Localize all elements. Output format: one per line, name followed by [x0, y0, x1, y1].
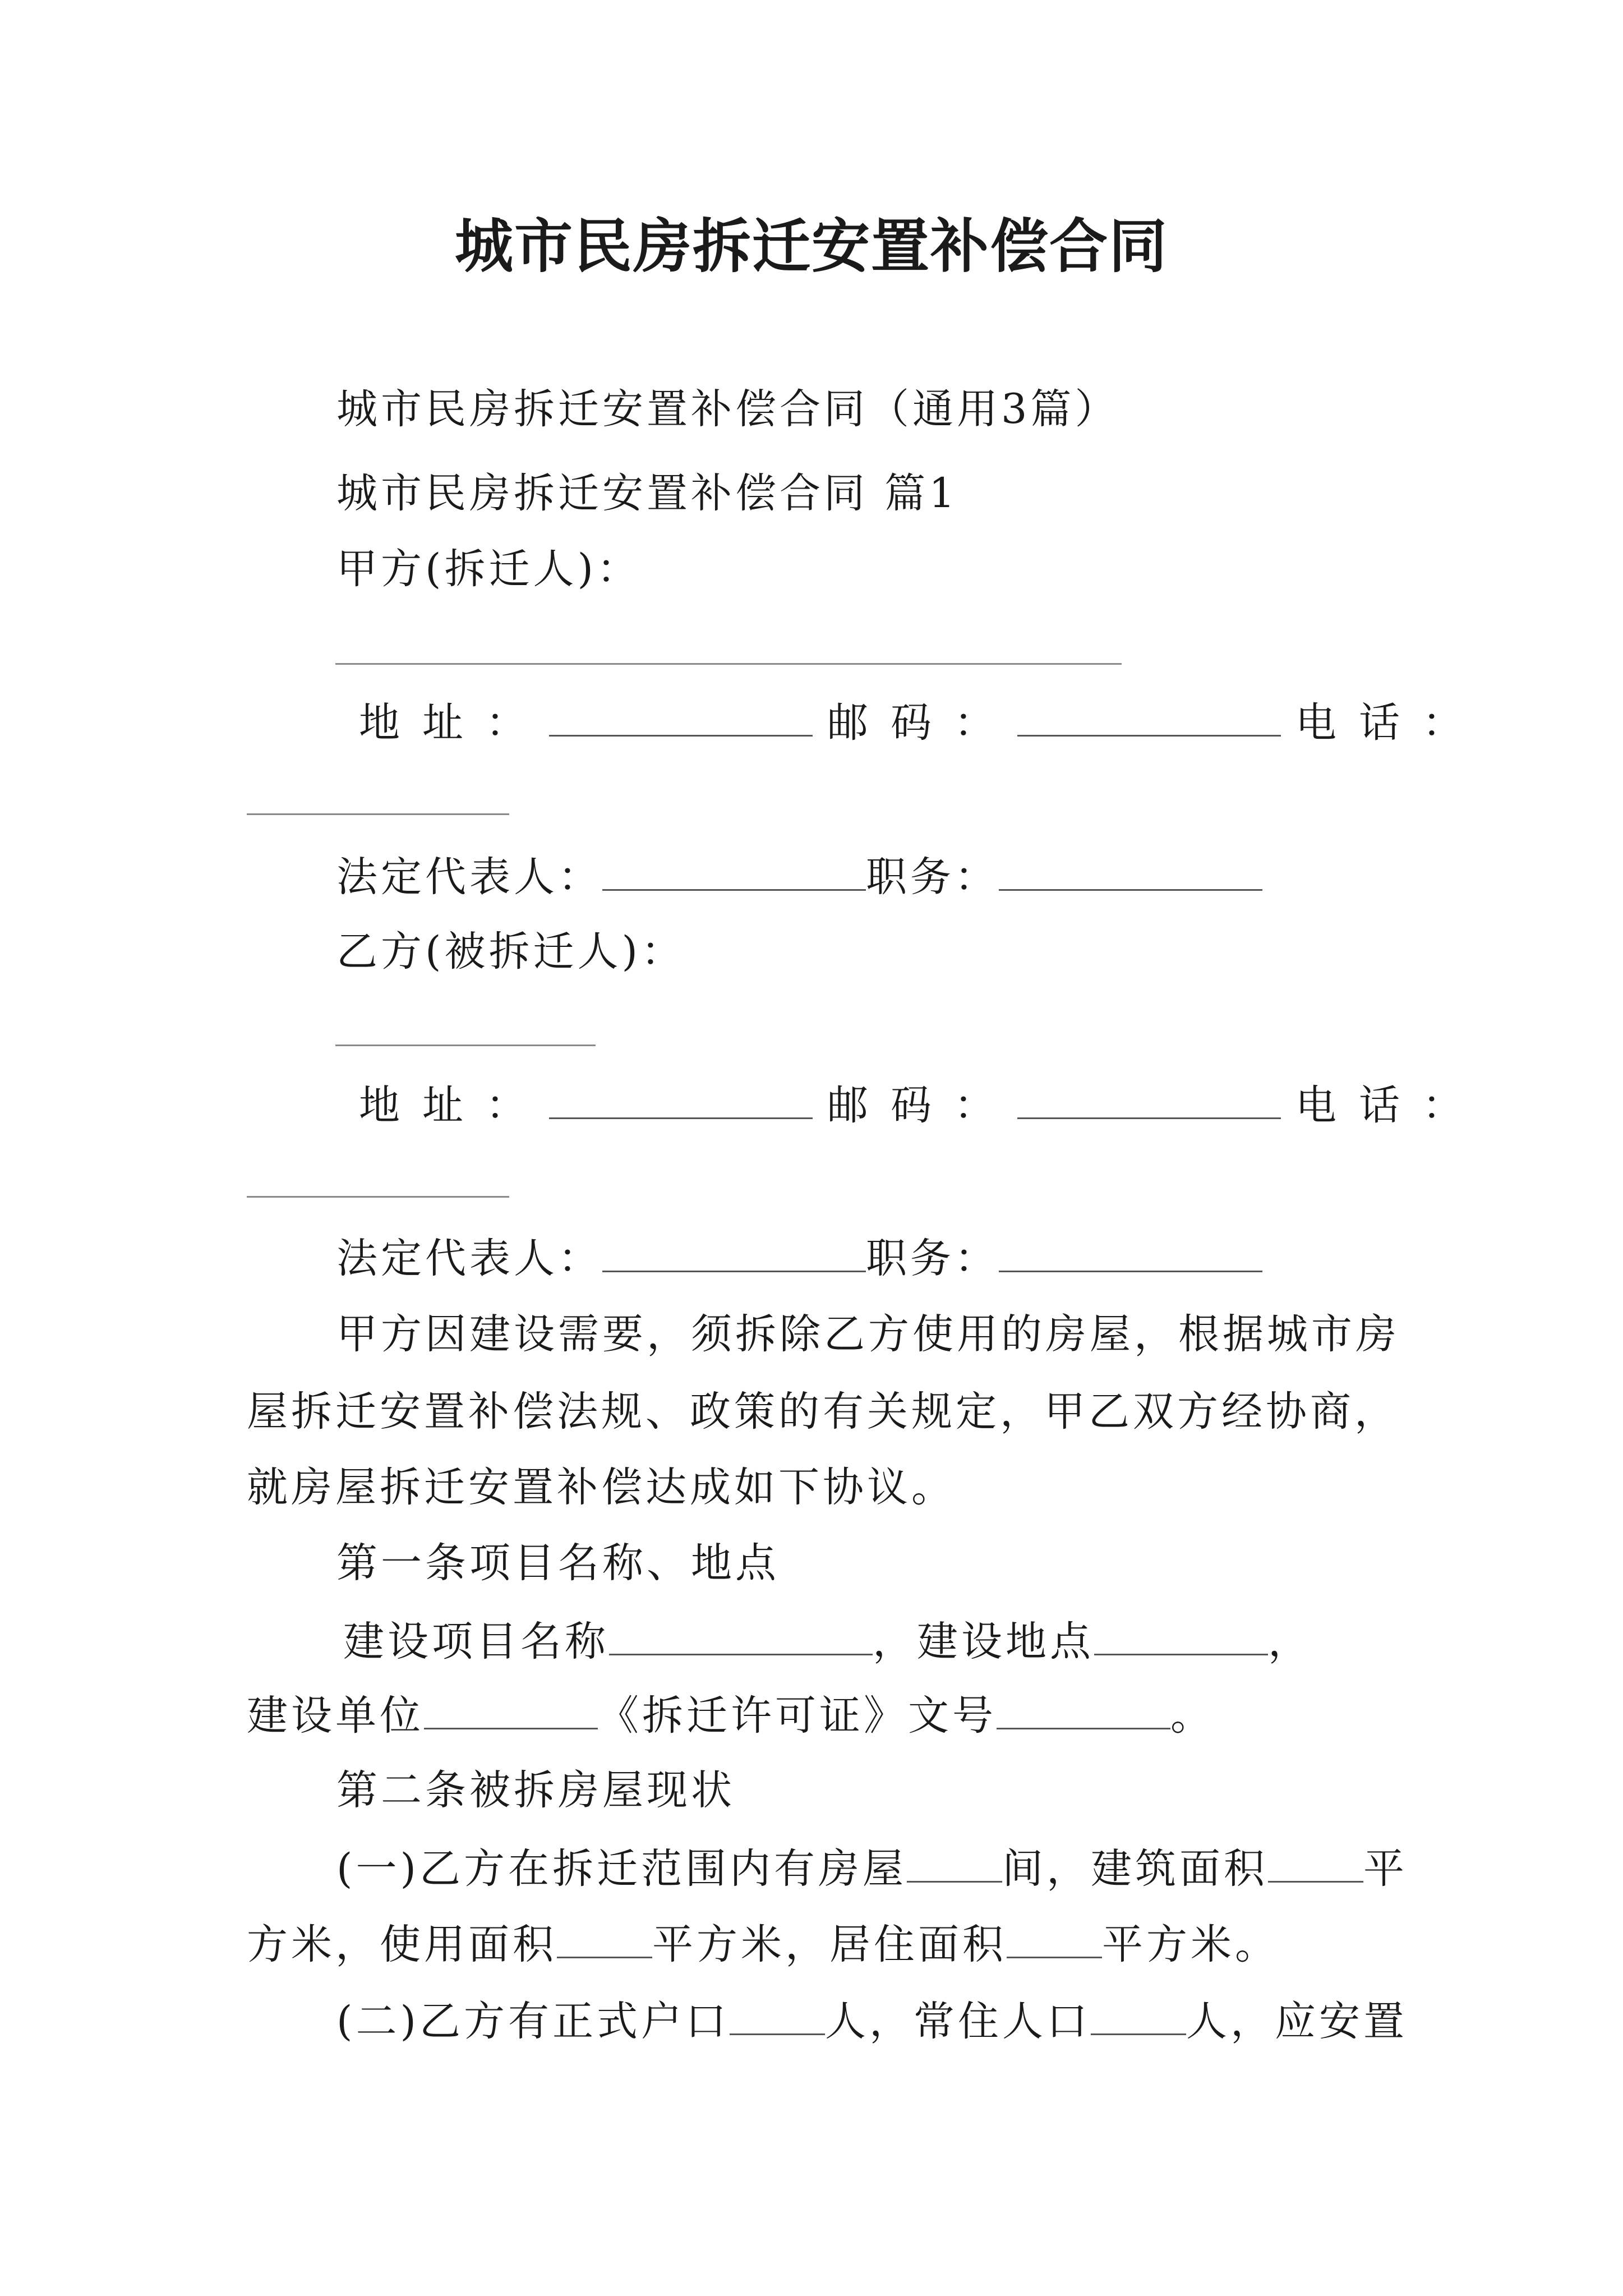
party-b-phone-line[interactable] — [247, 1196, 509, 1198]
legal-rep-label-b: 法定代表人： — [336, 1235, 602, 1282]
usable-area-label: 方米，使用面积 — [247, 1921, 557, 1968]
postcode-label: 邮码： — [827, 699, 1017, 747]
registered-label: (二)乙方有正式户口 — [336, 1998, 730, 2045]
document-subtitle: 城市民房拆迁安置补偿合同（通用3篇） — [336, 385, 1119, 433]
position-blank-b[interactable] — [999, 1237, 1262, 1272]
legal-rep-blank[interactable] — [602, 855, 866, 891]
part-heading: 城市民房拆迁安置补偿合同 篇1 — [336, 470, 958, 517]
site-label: ，建设地点 — [873, 1618, 1094, 1665]
period: 。 — [1170, 1692, 1215, 1740]
construction-unit-label: 建设单位 — [247, 1692, 424, 1740]
sqm-end: 平方米。 — [1102, 1921, 1279, 1968]
phone-label-b: 电话： — [1295, 1082, 1486, 1129]
article-2-item-1-line-1 — [336, 1845, 1458, 1893]
position-label: 职务： — [866, 853, 999, 901]
party-a-rep-line — [336, 853, 1458, 901]
postcode-blank[interactable] — [1017, 701, 1281, 737]
intro-paragraph-line-2: 屋拆迁安置补偿法规、政策的有关规定，甲乙双方经协商， — [247, 1388, 1399, 1435]
unit-ping: 平 — [1363, 1845, 1408, 1893]
party-b-name-line[interactable] — [335, 1045, 596, 1046]
intro-paragraph-line-3: 就房屋拆迁安置补偿达成如下协议。 — [247, 1464, 956, 1511]
position-blank[interactable] — [999, 855, 1262, 891]
resident-label: 人，常住人口 — [824, 1998, 1091, 2045]
article-1-line-2 — [247, 1692, 1368, 1740]
project-name-label: 建设项目名称 — [343, 1618, 609, 1665]
site-blank[interactable] — [1094, 1620, 1268, 1655]
address-label-b: 地址： — [359, 1082, 549, 1129]
usable-area-blank[interactable] — [557, 1923, 652, 1958]
registered-blank[interactable] — [730, 2000, 825, 2035]
building-area-blank[interactable] — [1268, 1847, 1363, 1883]
article-2-item-2-line-1 — [336, 1998, 1458, 2045]
address-label: 地址： — [359, 699, 549, 747]
rooms-blank[interactable] — [907, 1847, 1002, 1883]
article-2-heading: 第二条被拆房屋现状 — [336, 1766, 735, 1814]
postcode-label-b: 邮码： — [827, 1082, 1017, 1129]
party-b-contact-line — [359, 1082, 1486, 1129]
party-a-name-line[interactable] — [335, 663, 1122, 665]
legal-rep-blank-b[interactable] — [602, 1237, 866, 1272]
resident-blank[interactable] — [1091, 2000, 1186, 2035]
permit-label: 《拆迁许可证》文号 — [598, 1692, 997, 1740]
address-blank-b[interactable] — [549, 1084, 813, 1119]
comma: ， — [1268, 1618, 1312, 1665]
construction-unit-blank[interactable] — [424, 1694, 598, 1729]
article-1-line-1 — [343, 1618, 1465, 1665]
phone-label: 电话： — [1295, 699, 1486, 747]
party-b-label: 乙方(被拆迁人)： — [336, 928, 685, 976]
party-a-label: 甲方(拆迁人)： — [336, 545, 641, 593]
party-b-rep-line — [336, 1235, 1458, 1282]
legal-rep-label: 法定代表人： — [336, 853, 602, 901]
party-a-phone-line[interactable] — [247, 813, 509, 815]
postcode-blank-b[interactable] — [1017, 1084, 1281, 1119]
position-label-b: 职务： — [866, 1235, 999, 1282]
article-1-heading: 第一条项目名称、地点 — [336, 1539, 780, 1587]
building-area-label: 间，建筑面积 — [1002, 1845, 1268, 1893]
document-title: 城市民房拆迁安置补偿合同 — [454, 211, 1168, 280]
permit-number-blank[interactable] — [997, 1694, 1170, 1729]
article-2-item-1-line-2 — [247, 1921, 1368, 1968]
resettle-label: 人，应安置 — [1186, 1998, 1408, 2045]
intro-paragraph-line-1: 甲方因建设需要，须拆除乙方使用的房屋，根据城市房 — [336, 1310, 1400, 1358]
living-area-blank[interactable] — [1007, 1923, 1102, 1958]
project-name-blank[interactable] — [609, 1620, 873, 1655]
rooms-label: (一)乙方在拆迁范围内有房屋 — [336, 1845, 907, 1893]
party-a-contact-line — [359, 699, 1486, 747]
address-blank[interactable] — [549, 701, 813, 737]
living-area-label: 平方米，居住面积 — [652, 1921, 1007, 1968]
